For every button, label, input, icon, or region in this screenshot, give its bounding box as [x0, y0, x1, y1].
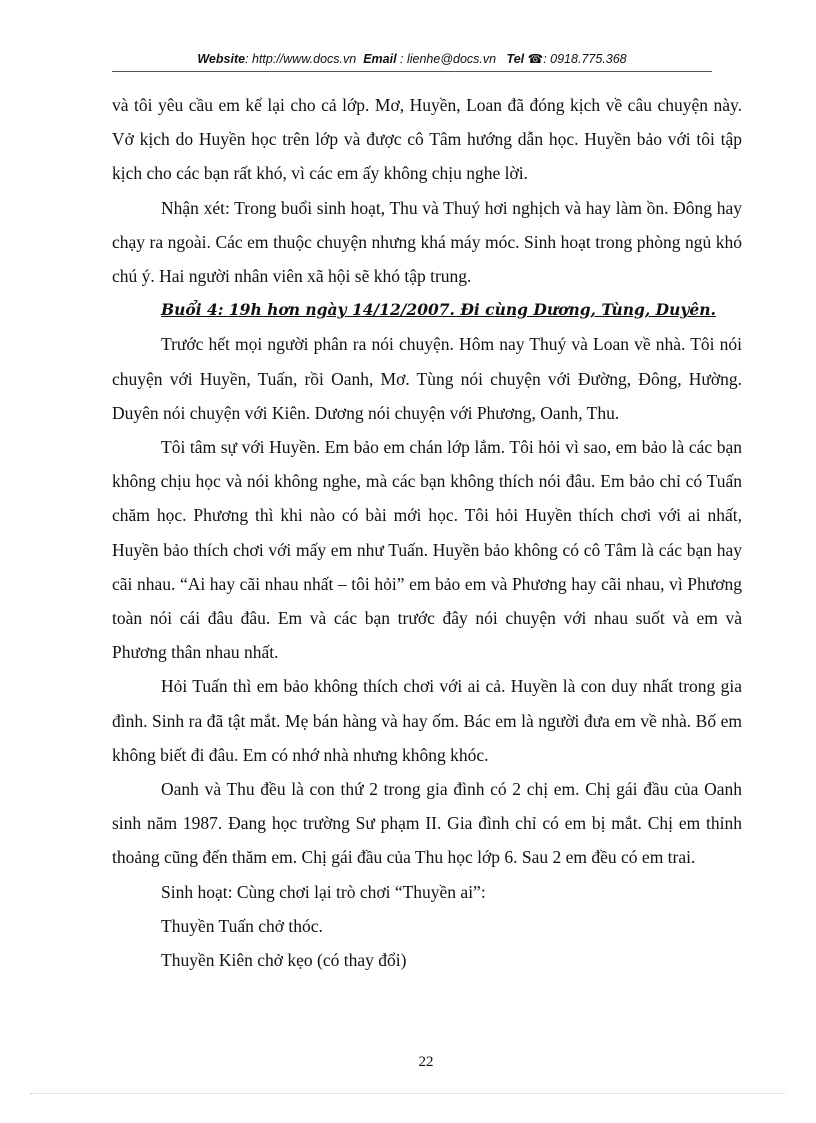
paragraph: Oanh và Thu đều là con thứ 2 trong gia đình có 2 chị em. Chị gái đầu của Oanh sinh năm 1987. Đang học trường Sư phạm II. Gia đình chỉ có em bị mắt. Chị em thỉnh thoảng cũng đến thăm em. Chị gái đầu của Thu học lớp 6. Sau 2 em đều có em trai.: [112, 779, 742, 868]
phone-icon: ☎: [527, 52, 544, 66]
tel-label: Tel: [506, 52, 525, 66]
page-bottom-divider: [30, 1093, 786, 1094]
header-divider: [112, 71, 712, 72]
activity-line: Sinh hoạt: Cùng chơi lại trò chơi “Thuyền ai”:: [161, 881, 486, 902]
paragraph-remarks: Nhận xét: Trong buổi sinh hoạt, Thu và Thuý hơi nghịch và hay làm ồn. Đông hay chạy ra ngoài. Các em thuộc chuyện nhưng khá máy móc. Sinh hoạt trong phòng ngủ khó chú ý. Hai người nhân viên xã hội sẽ khó tập trung.: [112, 197, 742, 287]
activity-line: Thuyền Tuấn chở thóc.: [161, 915, 323, 936]
tel-value: : 0918.775.368: [543, 52, 627, 66]
page-number: 22: [418, 1054, 434, 1070]
website-value: : http://www.docs.vn: [245, 52, 357, 66]
website-label: Website: [197, 52, 246, 66]
paragraph: Tôi tâm sự với Huyền. Em bảo em chán lớp lắm. Tôi hỏi vì sao, em bảo là các bạn không chịu học và nói không nghe, mà các bạn không thích nói đâu. Em bảo chỉ có Tuấn chăm học. Phương thì khi nào có bài mới học. Tôi hỏi Huyền thích chơi với ai nhất, Huyền bảo thích chơi với mấy em như Tuấn. Huyền bảo không có cô Tâm là các bạn hay cãi nhau. “Ai hay cãi nhau nhất – tôi hỏi” em bảo em và Phương hay cãi nhau, vì Phương toàn nói cái đâu đâu. Em và các bạn trước đây nói chuyện với nhau suốt và em và Phương thân nhau nhất.: [112, 437, 742, 663]
paragraph-continuation: và tôi yêu cầu em kể lại cho cả lớp. Mơ, Huyền, Loan đã đóng kịch về câu chuyện này. Vở kịch do Huyền học trên lớp và được cô Tâm hướng dẫn học. Huyền bảo với tôi tập kịch cho các bạn rất khó, vì các em ấy không chịu nghe lời.: [112, 95, 742, 184]
activity-line: Thuyền Kiên chở kẹo (có thay đổi): [161, 950, 407, 971]
paragraph: Trước hết mọi người phân ra nói chuyện. Hôm nay Thuý và Loan về nhà. Tôi nói chuyện với Huyền, Tuấn, rồi Oanh, Mơ. Tùng nói chuyện với Đường, Đông, Hường. Duyên nói chuyện với Kiên. Dương nói chuyện với Phương, Oanh, Thu.: [112, 334, 742, 423]
page-header: [112, 50, 712, 68]
session-heading: Buổi 4: 19h hơn ngày 14/12/2007. Đi cùng Dương, Tùng, Duyên.: [161, 300, 716, 320]
email-value: : lienhe@docs.vn: [400, 52, 497, 66]
email-label: Email: [363, 52, 397, 66]
document-body: [112, 88, 742, 977]
paragraph: Hỏi Tuấn thì em bảo không thích chơi với ai cả. Huyền là con duy nhất trong gia đình. Sinh ra đã tật mắt. Mẹ bán hàng và hay ốm. Bác em là người đưa em về nhà. Bố em không biết đi đâu. Em có nhớ nhà nhưng không khóc.: [112, 676, 742, 765]
